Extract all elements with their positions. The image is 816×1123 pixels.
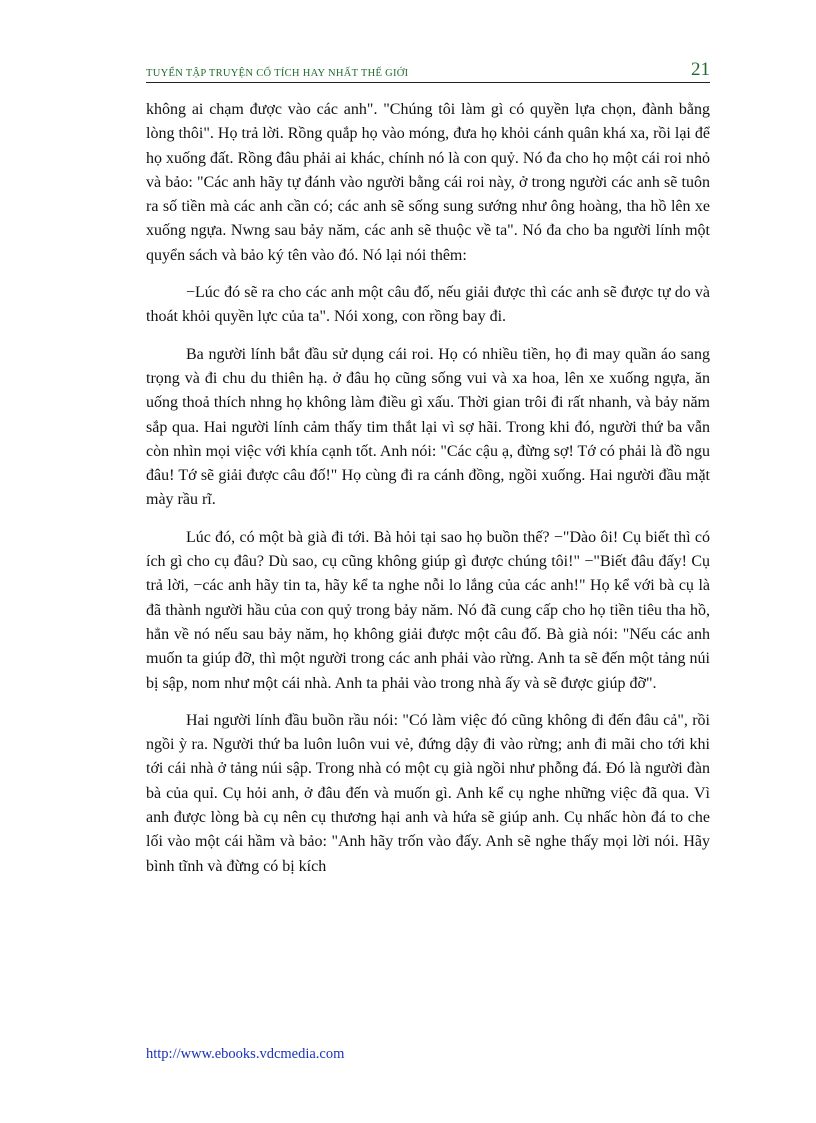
paragraph: Lúc đó, có một bà già đi tới. Bà hỏi tại sao họ buồn thế? −"Dào ôi! Cụ biết thì có ích gì cho cụ đâu? Dù sao, cụ cũng không giúp gì được chúng tôi!" −"Biết đâu đấy! Cụ trả lời, −các anh hãy tin ta, hãy kể ta nghe nỗi lo lắng của các anh!" Họ kể với bà cụ là đã thành người hầu của con quỷ trong bảy năm. Nó đã cung cấp cho họ tiền tiêu tha hồ, hẳn về nó nếu sau bảy năm, họ không giải được một câu đố. Bà già nói: "Nếu các anh muốn ta giúp đỡ, thì một người trong các anh phải vào rừng. Anh ta sẽ đến một tảng núi bị sập, nom như một cái nhà. Anh ta phải vào trong nhà ấy và sẽ được giúp đỡ". — [146, 528, 710, 692]
paragraph: Hai người lính đầu buồn rầu nói: "Có làm việc đó cũng không đi đến đâu cả", rồi ngồi ỳ ra. Người thứ ba luôn luôn vui vẻ, đứng dậy đi vào rừng; anh đi mãi cho tới khi tới cái nhà ở tảng núi sập. Trong nhà có một cụ già ngồi như phỗng đá. Đó là người đàn bà của quỉ. Cụ hỏi anh, ở đâu đến và muốn gì. Anh kể cụ nghe những việc đã qua. Vì anh được lòng bà cụ nên cụ thương hại anh và hứa sẽ giúp anh. Cụ nhấc hòn đá to che lối vào một cái hầm và bảo: "Anh hãy trốn vào đấy. Anh sẽ nghe thấy mọi lời nói. Hãy bình tĩnh và đừng có bị kích — [146, 711, 710, 875]
paragraph: Ba người lính bắt đầu sử dụng cái roi. Họ có nhiều tiền, họ đi may quần áo sang trọng và đi chu du thiên hạ. ở đâu họ cũng sống vui và xa hoa, lên xe xuống ngựa, ăn uống thoả thích nhng họ không làm điều gì xấu. Thời gian trôi đi rất nhanh, và bảy năm sắp qua. Hai người lính cảm thấy tim thắt lại vì sợ hãi. Trong khi đó, người thứ ba vẫn còn nhìn mọi việc với khía cạnh tốt. Anh nói: "Các cậu ạ, đừng sợ! Tớ có phải là đồ ngu đâu! Tớ sẽ giải được câu đố!" Họ cùng đi ra cánh đồng, ngồi xuống. Hai người đầu mặt mày rầu rĩ. — [146, 345, 710, 509]
page-header — [146, 58, 710, 83]
story-body — [146, 98, 710, 879]
footer-website-link[interactable]: http://www.ebooks.vdcmedia.com — [146, 1046, 345, 1062]
page-number: 21 — [691, 59, 710, 80]
paragraph: −Lúc đó sẽ ra cho các anh một câu đố, nếu giải được thì các anh sẽ được tự do và thoát khỏi quyền lực của ta". Nói xong, con rồng bay đi. — [146, 284, 710, 326]
paragraph: không ai chạm được vào các anh". "Chúng tôi làm gì có quyền lựa chọn, đành bằng lòng thôi". Họ trả lời. Rồng quắp họ vào móng, đưa họ khỏi cánh quân khá xa, rồi lại để họ xuống đất. Rồng đâu phải ai khác, chính nó là con quỷ. Nó đa cho họ một cái roi nhỏ và bảo: "Các anh hãy tự đánh vào người bằng cái roi này, ở trong người các anh sẽ tuôn ra số tiền mà các anh cần có; các anh sẽ sống sung sướng như ông hoàng, tha hồ lên xe xuống ngựa. Nwng sau bảy năm, các anh sẽ thuộc về ta". Nó đa cho ba người lính một quyển sách và bảo ký tên vào đó. Nó lại nói thêm: — [146, 101, 710, 264]
book-title: TUYỂN TẬP TRUYỆN CỔ TÍCH HAY NHẤT THẾ GIỚI — [146, 68, 409, 79]
